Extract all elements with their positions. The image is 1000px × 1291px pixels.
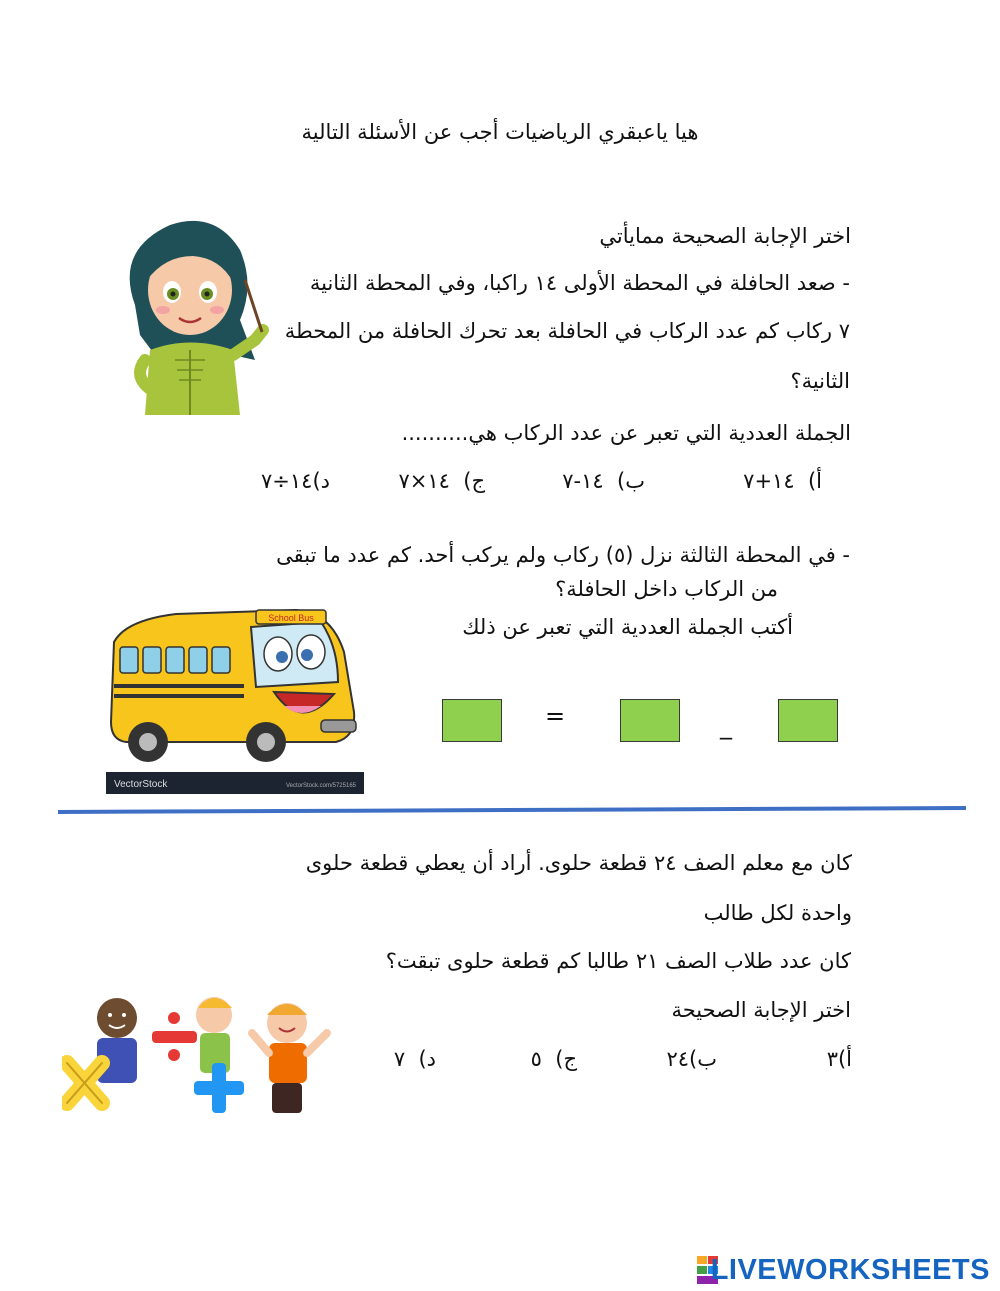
q3-choice-a[interactable]: [827, 1045, 852, 1073]
choice-value: ١٤×٧: [398, 469, 450, 493]
choice-value: ١٤-٧: [562, 469, 604, 493]
q1-choice-c[interactable]: [398, 467, 485, 495]
q3-instruction: اختر الإجابة الصحيحة: [671, 998, 851, 1022]
choice-label: ج): [555, 1047, 577, 1071]
choice-value: ٥: [530, 1047, 542, 1071]
answer-box-first[interactable]: [778, 699, 838, 742]
choice-label: د): [312, 469, 330, 493]
q1-prompt: الجملة العددية التي تعبر عن عدد الركاب هي..........: [401, 421, 851, 445]
worksheet-title: هيا ياعبقري الرياضيات أجب عن الأسئلة التالية: [301, 120, 699, 144]
equals-sign: =: [545, 702, 566, 730]
choice-value: ١٤÷٧: [261, 469, 313, 493]
choice-value: ٢٤: [666, 1047, 690, 1071]
q3-line-3: كان عدد طلاب الصف ٢١ طالبا كم قطعة حلوى تبقت؟: [385, 949, 851, 973]
q2-line-2: من الركاب داخل الحافلة؟: [555, 577, 778, 601]
liveworksheets-brand: LIVEWORKSHEETS: [710, 1254, 990, 1286]
choice-label: ب): [689, 1047, 717, 1071]
teacher-illustration: [115, 210, 275, 420]
q1-instruction: اختر الإجابة الصحيحة ممايأتي: [599, 224, 851, 248]
q1-choice-a[interactable]: [743, 467, 822, 495]
q1-line-2: ٧ ركاب كم عدد الركاب في الحافلة بعد تحرك الحافلة من المحطة: [284, 319, 850, 343]
choice-label: ب): [617, 469, 645, 493]
choice-label: د): [418, 1047, 436, 1071]
answer-box-result[interactable]: [442, 699, 502, 742]
q2-prompt: أكتب الجملة العددية التي تعبر عن ذلك: [462, 615, 793, 639]
choice-value: ٧: [393, 1047, 406, 1071]
bus-sign-text: School Bus: [268, 613, 314, 623]
q2-line-1: - في المحطة الثالثة نزل (٥) ركاب ولم يركب أحد. كم عدد ما تبقى: [276, 543, 850, 567]
q3-line-2: واحدة لكل طالب: [703, 901, 852, 925]
choice-value: ٣: [826, 1047, 838, 1071]
q3-choice-d[interactable]: [394, 1045, 436, 1073]
choice-label: أ): [837, 1047, 852, 1071]
q1-line-1: - صعد الحافلة في المحطة الأولى ١٤ راكبا، وفي المحطة الثانية: [309, 271, 850, 295]
bus-credit-url: VectorStock.com/5725165: [285, 783, 356, 789]
choice-label: أ): [807, 469, 822, 493]
kids-math-illustration: [62, 993, 332, 1123]
q3-choice-c[interactable]: [531, 1045, 577, 1073]
q1-choice-d[interactable]: [261, 467, 330, 495]
q3-line-1: كان مع معلم الصف ٢٤ قطعة حلوى. أراد أن يعطي قطعة حلوى: [305, 851, 852, 875]
q3-choice-b[interactable]: [666, 1045, 717, 1073]
q1-line-3: الثانية؟: [790, 369, 850, 393]
bus-credit: VectorStock: [114, 779, 168, 790]
minus-sign: _: [720, 712, 732, 740]
choice-value: ١٤+٧: [743, 469, 795, 493]
answer-box-middle[interactable]: [620, 699, 680, 742]
school-bus-illustration: [106, 602, 364, 794]
q1-choice-b[interactable]: [562, 467, 645, 495]
choice-label: ج): [463, 469, 485, 493]
section-divider: [58, 806, 966, 814]
